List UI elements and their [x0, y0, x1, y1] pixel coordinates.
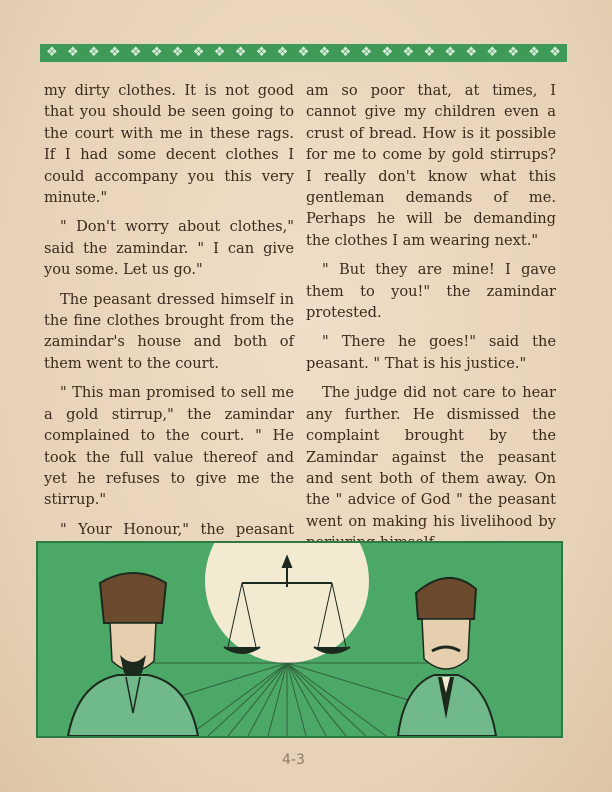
- ornament-icon: ❖: [46, 45, 58, 60]
- ornament-icon: ❖: [318, 45, 331, 60]
- ornament-icon: ❖: [171, 45, 184, 60]
- ornament-icon: ❖: [423, 45, 436, 60]
- ornament-icon: ❖: [192, 45, 205, 60]
- paragraph: " This man promised to sell me a gold stirrup," the zamindar complained to the court. " He took the full value thereof and yet he refuses to give me the stirrup.": [44, 384, 294, 509]
- paragraph: " Your Honour," the peasant: [60, 520, 294, 538]
- paragraph: " There he goes!" said the peasant. " That is his justice.": [306, 333, 556, 372]
- ornament-icon: ❖: [276, 45, 289, 60]
- illustration-art: [38, 543, 561, 736]
- ornament-icon: ❖: [507, 45, 519, 60]
- ornament-icon: ❖: [528, 45, 540, 60]
- decorative-border: [40, 44, 567, 62]
- ornament-icon: ❖: [339, 45, 352, 60]
- paragraph: am so poor that, at times, I cannot give my children even a crust of bread. How is it possible for me to come by gold stirrups? I really don't know what this gentleman demands of me. Perhaps he will be demanding the clothes I am wearing next.": [306, 82, 556, 249]
- zamindar-figure: [398, 578, 496, 736]
- ornament-icon: ❖: [66, 45, 79, 60]
- ornament-icon: ❖: [486, 45, 498, 60]
- ornament-icon: ❖: [297, 45, 310, 60]
- paragraph: " But they are mine! I gave them to you!" the zamindar protested.: [306, 261, 556, 322]
- ornament-icon: ❖: [150, 45, 163, 60]
- ornament-icon: ❖: [87, 45, 100, 60]
- ornament-icon: ❖: [213, 45, 226, 60]
- paragraph: my dirty clothes. It is not good that you should be seen going to the court with me in these rags. If I had some decent clothes I could accompany you this very minute.": [44, 82, 294, 207]
- paragraph: The judge did not care to hear any further. He dismissed the complaint brought by the Zamindar against the peasant and sent both of them away. On the " advice of God " the peasant went on making his livelihood by: [306, 384, 556, 530]
- court-illustration: [36, 541, 563, 738]
- ornament-icon: ❖: [360, 45, 373, 60]
- ornament-icon: ❖: [444, 45, 457, 60]
- peasant-figure: [68, 573, 198, 736]
- ornament-icon: ❖: [402, 45, 415, 60]
- left-text-column: [44, 80, 294, 591]
- right-text-column: [306, 80, 556, 562]
- page-number: 4-3: [282, 752, 305, 768]
- paragraph: " Don't worry about clothes," said the zamindar. " I can give you some. Let us go.": [44, 218, 294, 279]
- ornament-icon: ❖: [549, 45, 561, 60]
- ornament-icon: ❖: [234, 45, 247, 60]
- ornament-icon: ❖: [381, 45, 394, 60]
- ornament-icon: ❖: [108, 45, 121, 60]
- ornament-icon: ❖: [129, 45, 142, 60]
- ornament-icon: ❖: [465, 45, 478, 60]
- paragraph: The peasant dressed himself in the fine clothes brought from the zamindar's house and both of them went to the court.: [44, 290, 294, 372]
- ornament-icon: ❖: [255, 45, 268, 60]
